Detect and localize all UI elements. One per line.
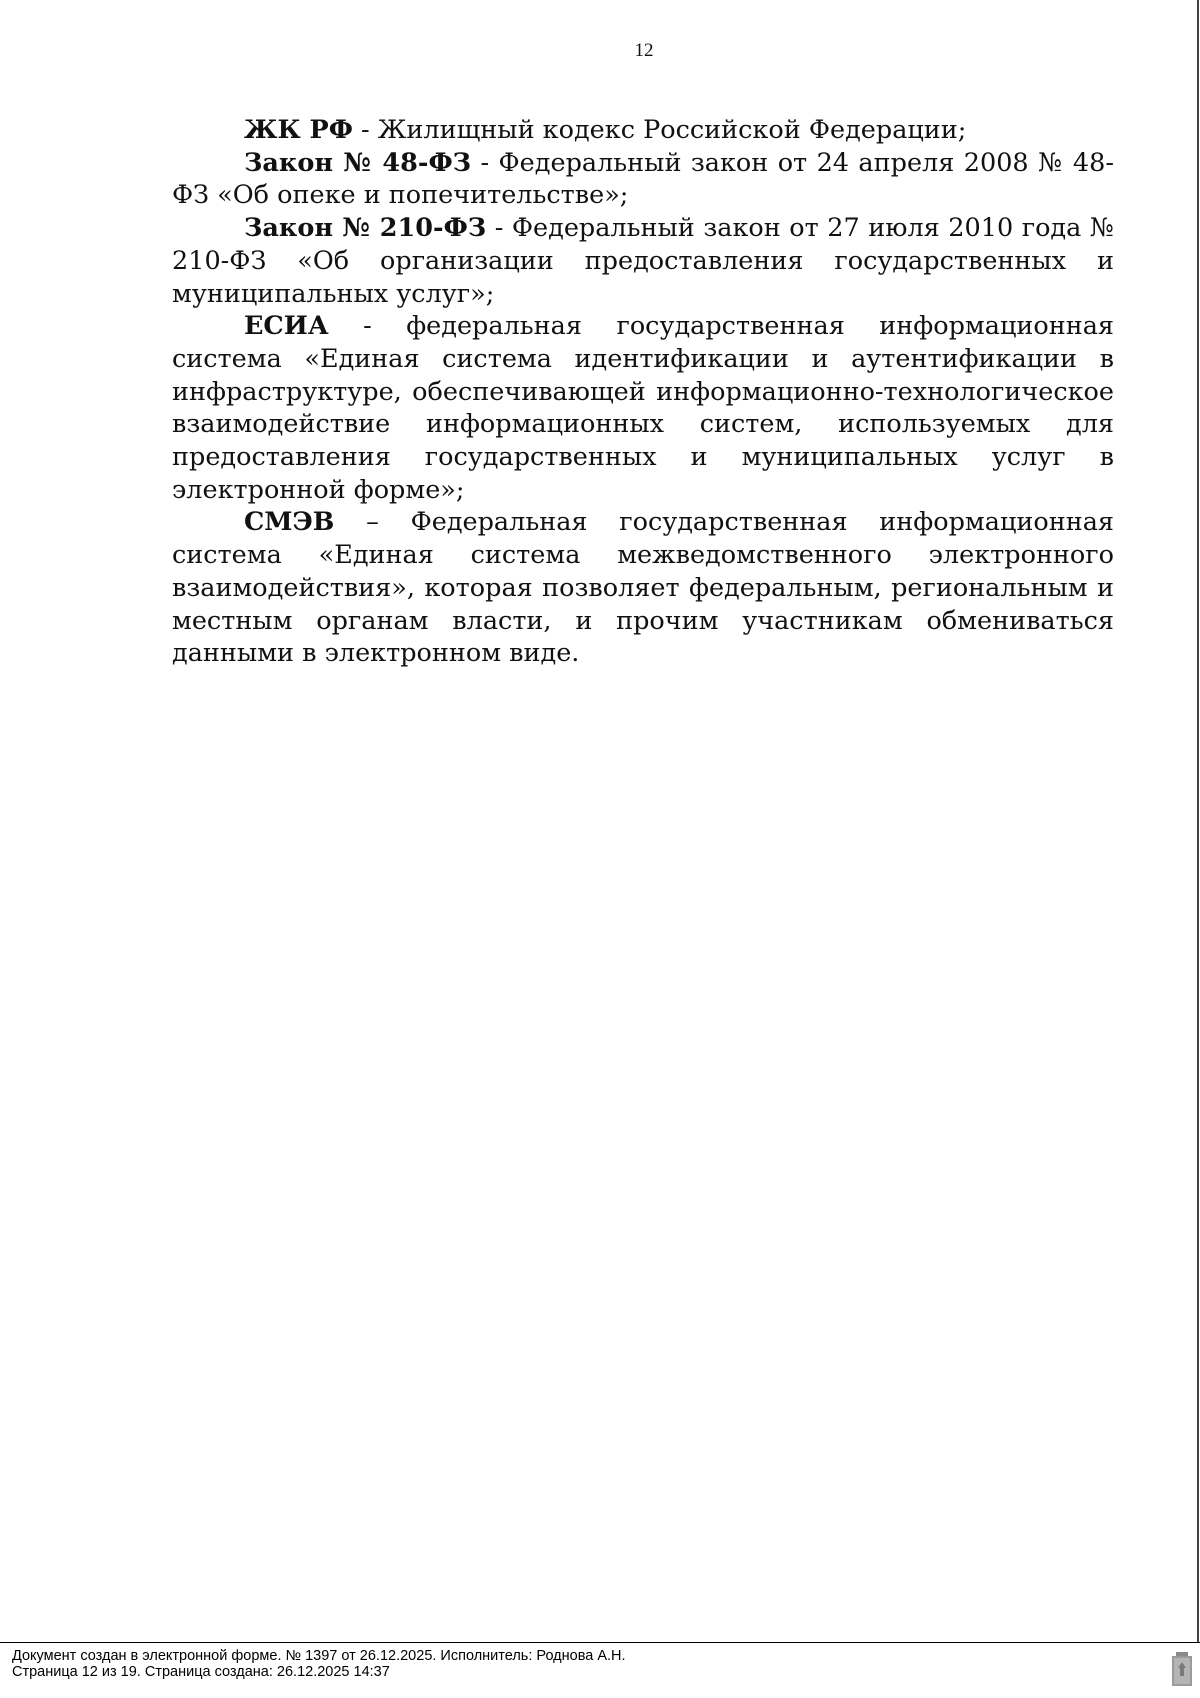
document-seal-icon <box>1172 1652 1192 1686</box>
definition-term: СМЭВ <box>244 507 335 538</box>
definition-text: - Жилищный кодекс Российской Федерации; <box>352 115 967 145</box>
definition-term: Закон № 210-ФЗ <box>244 213 487 244</box>
document-footer <box>12 1648 626 1680</box>
definitions-list <box>172 114 1114 670</box>
definition-zhk-rf <box>172 114 1114 147</box>
page-right-border <box>1197 0 1199 1642</box>
definition-text: - федеральная государственная информационная система «Единая система идентификации и аутентификации в инфраструктуре, обеспечивающей информационно-технологическое взаимодействие информационных систем, используемых для предоставления государственных и муниципальных услуг в электронной форме»; <box>172 311 1114 505</box>
definition-term: ЖК РФ <box>244 115 353 145</box>
definition-zakon-48-fz <box>172 147 1114 212</box>
definition-term: ЕСИА <box>244 311 329 342</box>
definition-smev <box>172 506 1114 670</box>
definition-term: Закон № 48-ФЗ <box>244 147 472 178</box>
definition-esia <box>172 310 1114 506</box>
page-number: 12 <box>634 40 654 61</box>
definition-text: - Федеральный закон от 27 июля 2010 года № 210-ФЗ «Об организации предоставления государственных и муниципальных услуг»; <box>172 213 1114 309</box>
definition-text: – Федеральная государственная информационная система «Единая система межведомственного электронного взаимодействия», которая позволяет федеральным, региональным и местным органам власти, и прочим участникам обмениваться данными в электронном виде. <box>172 507 1114 669</box>
definition-zakon-210-fz <box>172 212 1114 310</box>
footer-page-info: Страница 12 из 19. Страница создана: 26.12.2025 14:37 <box>12 1664 390 1680</box>
definition-text: - Федеральный закон от 24 апреля 2008 № 48-ФЗ «Об опеке и попечительстве»; <box>172 147 1114 211</box>
footer-divider <box>0 1642 1200 1643</box>
footer-document-info: Документ создан в электронной форме. № 1397 от 26.12.2025. Исполнитель: Роднова А.Н. <box>12 1648 626 1664</box>
